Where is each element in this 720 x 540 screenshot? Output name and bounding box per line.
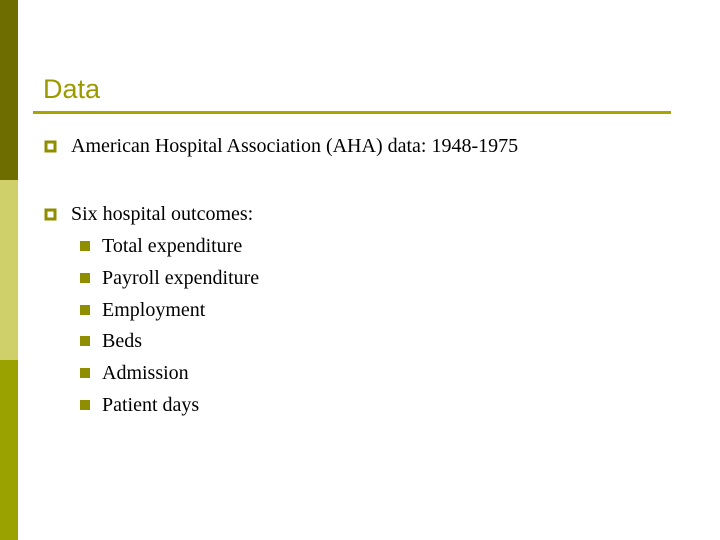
bullet-aha-data: American Hospital Association (AHA) data: 1948-1975	[71, 135, 519, 157]
outcome-label: Total expenditure	[102, 235, 243, 257]
outcome-label: Patient days	[102, 393, 200, 416]
outcome-label: Beds	[102, 330, 142, 353]
slide-title: Data	[43, 74, 101, 104]
square-bullet-icon	[80, 368, 90, 378]
accent-bar-segment-bottom	[0, 360, 18, 540]
accent-bar-segment-middle	[0, 180, 18, 360]
hollow-square-bullet-icon	[44, 208, 57, 221]
hollow-square-bullet-icon	[44, 140, 57, 153]
square-bullet-icon	[80, 241, 90, 251]
square-bullet-icon	[80, 400, 90, 410]
bullet-six-outcomes: Six hospital outcomes:	[71, 203, 254, 225]
outcome-label: Payroll expenditure	[102, 266, 260, 289]
square-bullet-icon	[80, 336, 90, 346]
title-underline	[33, 111, 671, 114]
square-bullet-icon	[80, 305, 90, 315]
outcome-label: Employment	[102, 298, 206, 321]
square-bullet-icon	[80, 273, 90, 283]
accent-bar-segment-top	[0, 0, 18, 180]
outcome-label: Admission	[102, 362, 189, 385]
left-accent-bar	[0, 0, 18, 540]
